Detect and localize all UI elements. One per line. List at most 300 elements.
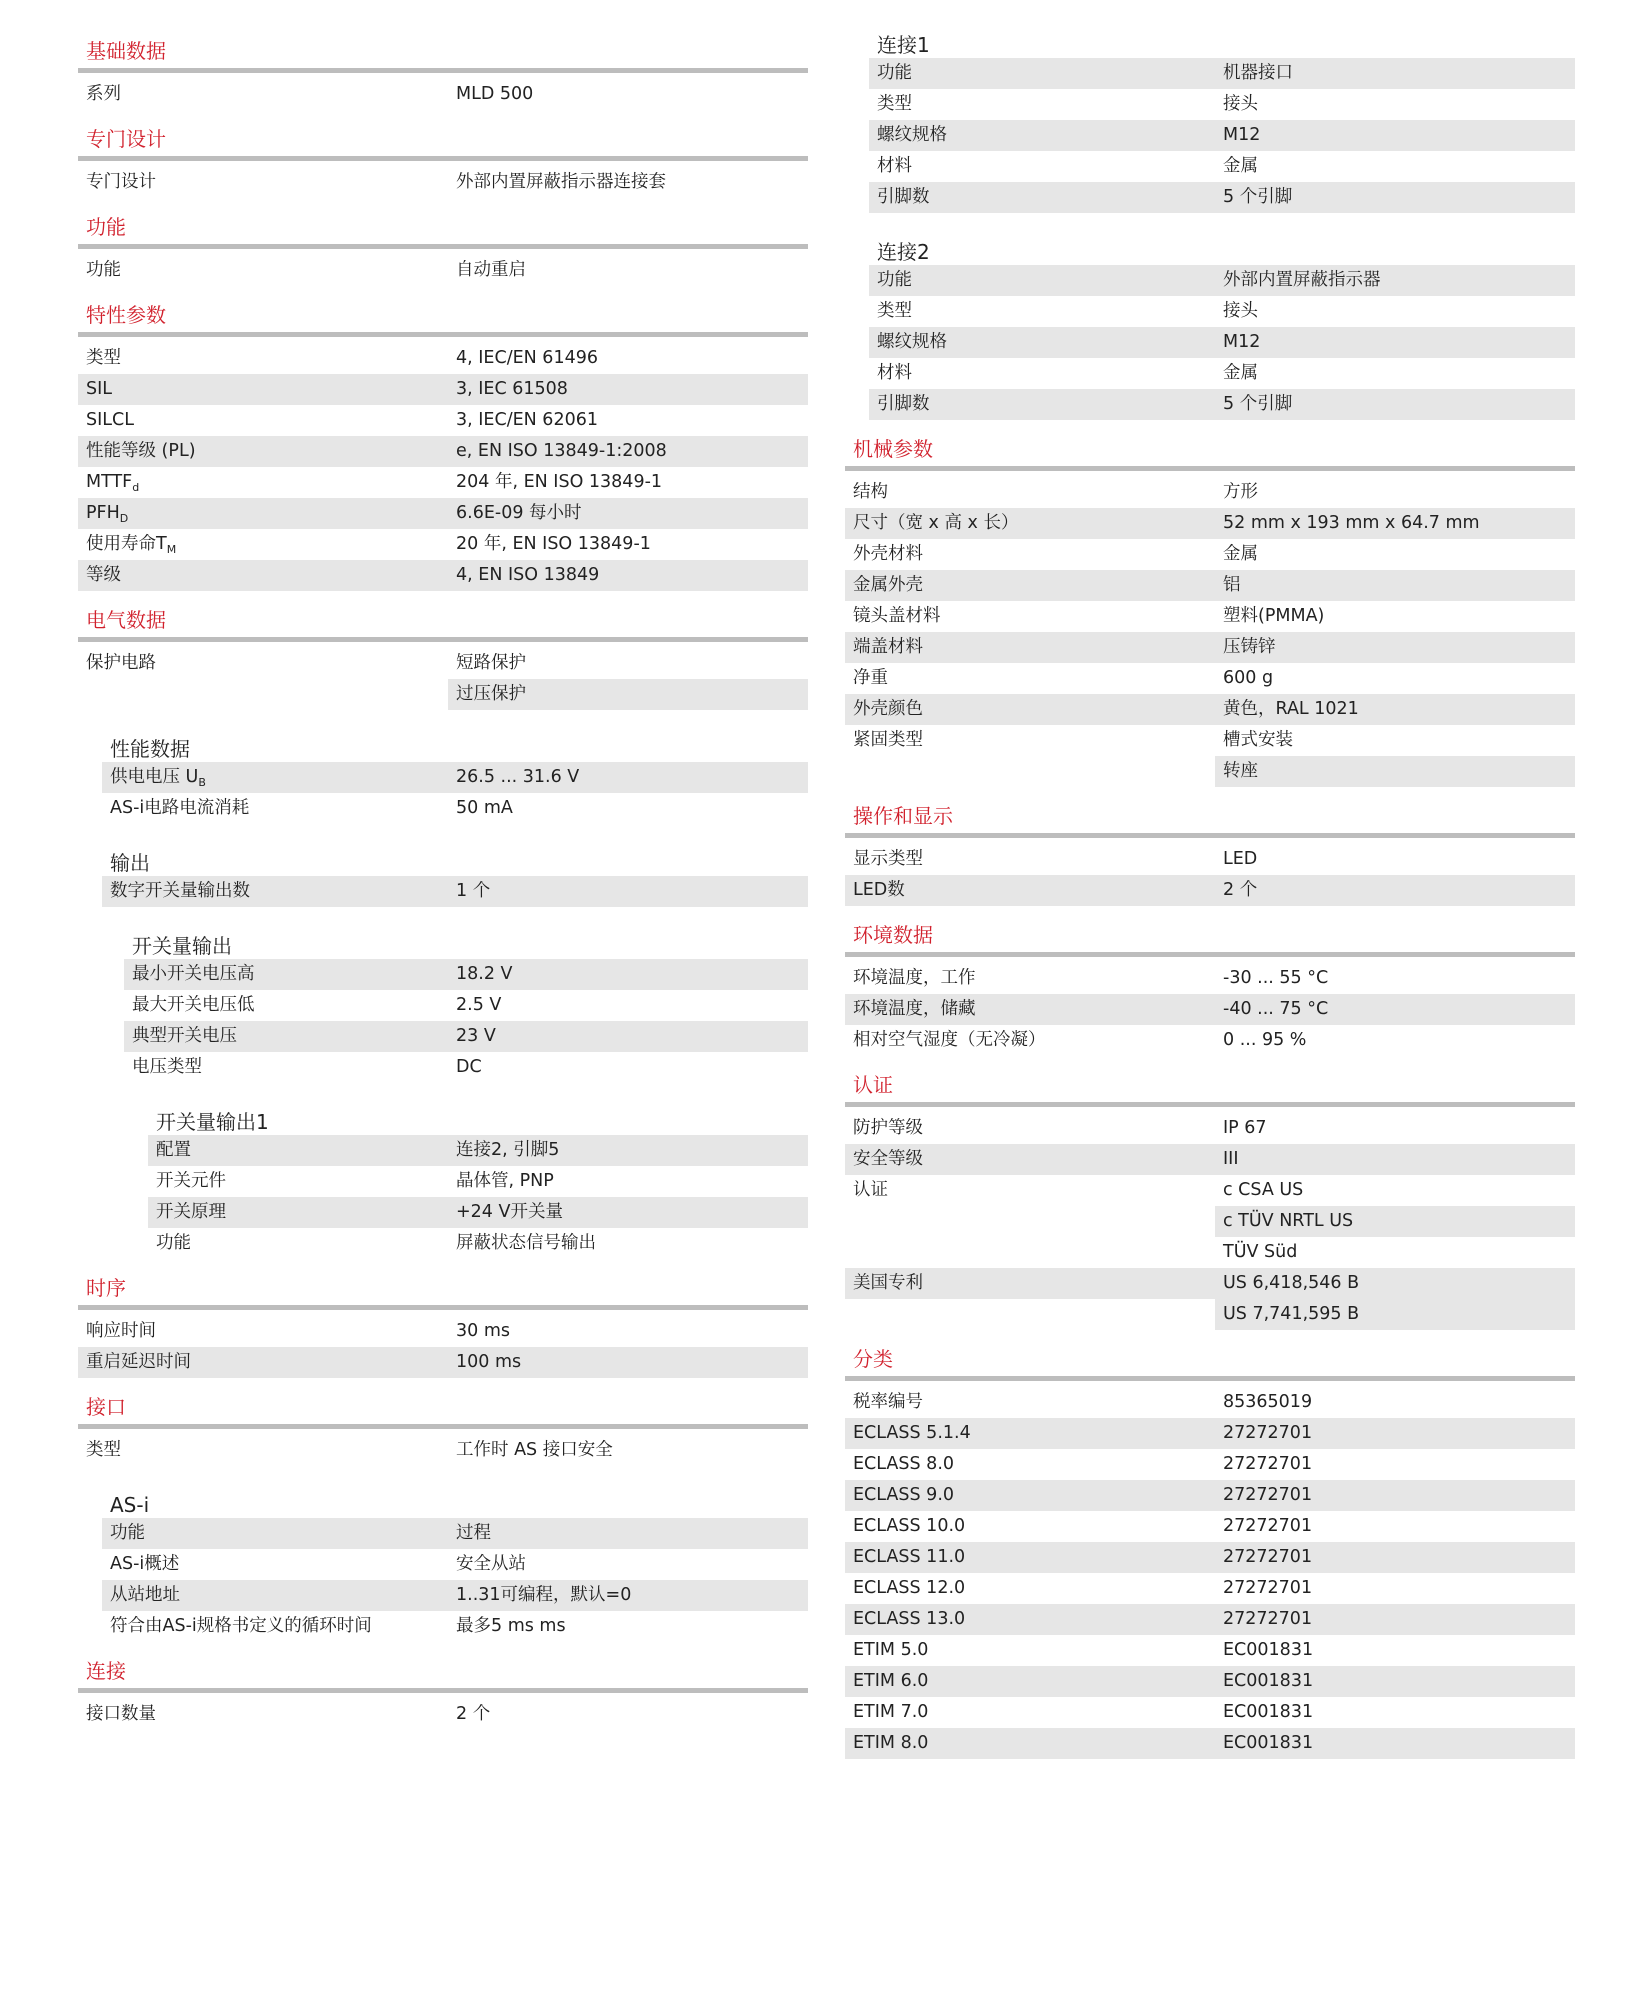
- table-row: [845, 1175, 1575, 1206]
- section-rule: [78, 244, 808, 249]
- row-value: 0 ... 95 %: [1223, 1030, 1307, 1050]
- row-value: IP 67: [1223, 1118, 1267, 1138]
- table-row: [845, 1511, 1575, 1542]
- table-row: [845, 875, 1575, 906]
- row-value: 27272701: [1223, 1454, 1313, 1474]
- section-title-certification: 认证: [853, 1073, 893, 1097]
- row-key: [845, 1144, 1215, 1175]
- row-key-text: 配置: [156, 1140, 191, 1160]
- row-value: 晶体管, PNP: [456, 1171, 554, 1191]
- table-row: [78, 167, 808, 198]
- table-row: [102, 1580, 808, 1611]
- row-key: [78, 167, 448, 198]
- row-key: [78, 1435, 448, 1466]
- row-key-text: 重启延迟时间: [86, 1352, 191, 1372]
- table-row: [845, 601, 1575, 632]
- row-key: [845, 601, 1215, 632]
- row-key-text: 环境温度，储藏: [853, 999, 976, 1019]
- row-key: [845, 1449, 1215, 1480]
- row-key-subscript: D: [119, 512, 129, 525]
- row-value: 自动重启: [456, 260, 526, 280]
- table-row: [845, 1604, 1575, 1635]
- table-row: [869, 151, 1575, 182]
- table-row: [78, 498, 808, 529]
- row-key: [78, 1699, 448, 1730]
- row-key: [869, 182, 1215, 213]
- row-key-text: 最小开关电压高: [132, 964, 255, 984]
- row-key-text: ETIM 6.0: [853, 1671, 929, 1691]
- table-row: [845, 570, 1575, 601]
- row-key: [869, 358, 1215, 389]
- table-row: [102, 1518, 808, 1549]
- row-key: [869, 389, 1215, 420]
- table-row: [78, 1316, 808, 1347]
- timing-rows: [78, 1316, 808, 1378]
- table-row: [845, 1697, 1575, 1728]
- asi-rows: [78, 1518, 808, 1642]
- output-rows: [78, 876, 808, 907]
- row-key: [869, 58, 1215, 89]
- row-value: -40 ... 75 °C: [1223, 999, 1329, 1019]
- row-key: [845, 1604, 1215, 1635]
- row-key-text: 材料: [877, 363, 912, 383]
- row-key-subscript: M: [166, 543, 177, 556]
- table-row: [845, 1113, 1575, 1144]
- row-value: 3, IEC 61508: [456, 379, 568, 399]
- row-value: 外部内置屏蔽指示器连接套: [456, 172, 666, 192]
- row-key: [845, 1113, 1215, 1144]
- row-key: [124, 990, 448, 1021]
- row-key: [102, 793, 448, 824]
- row-value: 2 个: [456, 1704, 491, 1724]
- row-key-text: ECLASS 11.0: [853, 1547, 966, 1567]
- row-key: [845, 1418, 1215, 1449]
- table-row: [124, 1052, 808, 1083]
- row-value: EC001831: [1223, 1671, 1314, 1691]
- table-row: [869, 182, 1575, 213]
- row-key: [845, 694, 1215, 725]
- table-row: [78, 255, 808, 286]
- section-title-timing: 时序: [86, 1276, 126, 1300]
- row-key-text: 符合由AS-i规格书定义的循环时间: [110, 1616, 372, 1636]
- row-key-text: 性能等级 (PL): [86, 441, 196, 461]
- row-key: [102, 876, 448, 907]
- section-title-operation: 操作和显示: [853, 804, 953, 828]
- row-value: c TÜV NRTL US: [1215, 1206, 1575, 1237]
- section-rule: [78, 1305, 808, 1310]
- switching-rows: [78, 959, 808, 1083]
- table-row: [845, 1635, 1575, 1666]
- row-value: US 7,741,595 B: [1215, 1299, 1575, 1330]
- row-key-text: 净重: [853, 668, 888, 688]
- table-row: [869, 327, 1575, 358]
- row-key: [148, 1228, 448, 1259]
- row-key-empty: [845, 1299, 1215, 1330]
- row-key-text: 功能: [877, 63, 912, 83]
- row-key: [78, 405, 448, 436]
- table-row: [845, 1480, 1575, 1511]
- section-title-environment: 环境数据: [853, 923, 933, 947]
- row-key-text: 开关原理: [156, 1202, 226, 1222]
- section-rule: [845, 1376, 1575, 1381]
- row-value: 屏蔽状态信号输出: [456, 1233, 596, 1253]
- row-key: [845, 1511, 1215, 1542]
- row-key-text: ETIM 7.0: [853, 1702, 929, 1722]
- row-key: [845, 875, 1215, 906]
- table-row: [102, 793, 808, 824]
- row-key-text: 相对空气湿度（无冷凝）: [853, 1030, 1046, 1050]
- row-key-text: 金属外壳: [853, 575, 923, 595]
- row-value: 黄色，RAL 1021: [1223, 699, 1359, 719]
- row-key-text: 环境温度，工作: [853, 968, 976, 988]
- table-row: [148, 1135, 808, 1166]
- row-key-text: 引脚数: [877, 187, 930, 207]
- section-title-electrical: 电气数据: [86, 608, 166, 632]
- row-value: 方形: [1223, 482, 1258, 502]
- row-key-text: PFH: [86, 503, 120, 523]
- table-row: [845, 1025, 1575, 1056]
- table-row: [869, 89, 1575, 120]
- row-value: 85365019: [1223, 1392, 1313, 1412]
- table-row: [845, 963, 1575, 994]
- row-key: [845, 1480, 1215, 1511]
- table-row: [845, 1728, 1575, 1759]
- table-row: [78, 79, 808, 110]
- row-key-text: 材料: [877, 156, 912, 176]
- row-value: 2 个: [1223, 880, 1258, 900]
- conn2-rows: [845, 265, 1575, 420]
- row-key: [78, 79, 448, 110]
- table-row: [845, 477, 1575, 508]
- row-value: +24 V开关量: [456, 1202, 563, 1222]
- row-value: 转座: [1215, 756, 1575, 787]
- table-row: [845, 994, 1575, 1025]
- table-row: [869, 120, 1575, 151]
- operation-rows: [845, 844, 1575, 906]
- row-key: [869, 120, 1215, 151]
- table-row: [78, 529, 808, 560]
- table-row: [124, 990, 808, 1021]
- row-value: c CSA US: [1223, 1180, 1304, 1200]
- row-key-text: 结构: [853, 482, 888, 502]
- row-key: [845, 1666, 1215, 1697]
- row-key-text: 引脚数: [877, 394, 930, 414]
- row-key: 保护电路: [86, 653, 156, 673]
- row-key-text: ETIM 5.0: [853, 1640, 929, 1660]
- row-key: [148, 1135, 448, 1166]
- subsection-title-output: 输出: [110, 851, 150, 875]
- table-row: [102, 876, 808, 907]
- row-key: [845, 539, 1215, 570]
- row-key-text: 防护等级: [853, 1118, 923, 1138]
- section-rule: [845, 1102, 1575, 1107]
- table-row: [845, 1144, 1575, 1175]
- row-value: 短路保护: [456, 653, 526, 673]
- interface-rows: [78, 1435, 808, 1466]
- row-value: 4, IEC/EN 61496: [456, 348, 598, 368]
- row-key: [845, 632, 1215, 663]
- section-rule: [78, 68, 808, 73]
- row-key-text: 功能: [86, 260, 121, 280]
- row-value: 52 mm x 193 mm x 64.7 mm: [1223, 513, 1480, 533]
- row-value: 20 年, EN ISO 13849-1: [456, 534, 651, 554]
- row-key-text: ECLASS 10.0: [853, 1516, 966, 1536]
- table-row: [78, 1699, 808, 1730]
- row-key-text: 使用寿命T: [86, 534, 167, 554]
- row-value: US 6,418,546 B: [1223, 1273, 1360, 1293]
- row-key-text: 最大开关电压低: [132, 995, 255, 1015]
- row-key: [869, 89, 1215, 120]
- row-value: 2.5 V: [456, 995, 502, 1015]
- row-value: 1 个: [456, 881, 491, 901]
- table-row: [148, 1166, 808, 1197]
- row-key: [78, 255, 448, 286]
- row-key: [869, 265, 1215, 296]
- row-key-text: 紧固类型: [853, 730, 923, 750]
- conn1-rows: [845, 58, 1575, 213]
- row-key-text: ECLASS 9.0: [853, 1485, 955, 1505]
- row-value: 27272701: [1223, 1547, 1313, 1567]
- row-key: [102, 762, 448, 793]
- section-title-classification: 分类: [853, 1347, 893, 1371]
- table-row: [845, 508, 1575, 539]
- certification-rows: [845, 1113, 1575, 1175]
- row-value: 过压保护: [448, 679, 808, 710]
- table-row: [124, 959, 808, 990]
- row-key: [845, 1387, 1215, 1418]
- row-key-text: ECLASS 5.1.4: [853, 1423, 971, 1443]
- design-rows: [78, 167, 808, 198]
- row-key: [845, 1025, 1215, 1056]
- row-key: [845, 1573, 1215, 1604]
- row-key-text: 接口数量: [86, 1704, 156, 1724]
- table-row: [148, 1197, 808, 1228]
- row-value: 外部内置屏蔽指示器: [1223, 270, 1381, 290]
- section-rule: [78, 332, 808, 337]
- table-row: [845, 725, 1575, 756]
- row-key: [845, 1635, 1215, 1666]
- row-key: [845, 663, 1215, 694]
- row-key-text: 类型: [877, 301, 912, 321]
- row-key-text: ECLASS 8.0: [853, 1454, 955, 1474]
- row-key-text: 安全等级: [853, 1149, 923, 1169]
- row-value: 金属: [1223, 544, 1258, 564]
- row-value: 最多5 ms ms: [456, 1616, 566, 1636]
- row-value: MLD 500: [456, 84, 534, 104]
- classification-rows: [845, 1387, 1575, 1759]
- row-key-text: 税率编号: [853, 1392, 923, 1412]
- connection-rows: [78, 1699, 808, 1730]
- row-value: III: [1223, 1149, 1239, 1169]
- row-key: [845, 844, 1215, 875]
- row-value: 18.2 V: [456, 964, 513, 984]
- row-key-text: 供电电压 U: [110, 767, 199, 787]
- row-key-text: 螺纹规格: [877, 125, 947, 145]
- row-value: 26.5 ... 31.6 V: [456, 767, 580, 787]
- row-value: 塑料(PMMA): [1223, 606, 1325, 626]
- row-key: [869, 327, 1215, 358]
- table-row: [869, 58, 1575, 89]
- table-row: [78, 1435, 808, 1466]
- subsection-title-switching: 开关量输出: [132, 934, 232, 958]
- row-key-text: 系列: [86, 84, 121, 104]
- row-key: [845, 508, 1215, 539]
- row-key-empty: [845, 756, 1215, 787]
- section-title-basic: 基础数据: [86, 39, 166, 63]
- row-value: 27272701: [1223, 1423, 1313, 1443]
- row-key-text: 功能: [110, 1523, 145, 1543]
- row-key-text: MTTF: [86, 472, 133, 492]
- row-key: [845, 477, 1215, 508]
- row-value: DC: [456, 1057, 482, 1077]
- table-row: [845, 1449, 1575, 1480]
- row-value: 1..31可编程，默认=0: [456, 1585, 632, 1605]
- row-value: 27272701: [1223, 1578, 1313, 1598]
- table-row: [845, 632, 1575, 663]
- section-title-design: 专门设计: [86, 127, 166, 151]
- row-key-text: ETIM 8.0: [853, 1733, 929, 1753]
- table-row: [869, 296, 1575, 327]
- table-row: [845, 1387, 1575, 1418]
- section-title-function: 功能: [86, 215, 126, 239]
- row-value: 接头: [1223, 94, 1258, 114]
- row-key-text: 类型: [86, 348, 121, 368]
- row-key: [845, 1542, 1215, 1573]
- environment-rows: [845, 963, 1575, 1056]
- section-rule: [78, 1424, 808, 1429]
- row-value: M12: [1223, 125, 1261, 145]
- subsection-title-switching1: 开关量输出1: [156, 1110, 269, 1134]
- row-value: 600 g: [1223, 668, 1274, 688]
- row-key-text: 类型: [877, 94, 912, 114]
- row-value: 工作时 AS 接口安全: [456, 1440, 613, 1460]
- section-title-interface: 接口: [86, 1395, 126, 1419]
- table-row: [845, 1418, 1575, 1449]
- table-row: [102, 1611, 808, 1642]
- subsection-title-performance: 性能数据: [110, 737, 190, 761]
- row-value: 23 V: [456, 1026, 496, 1046]
- table-row: [845, 756, 1575, 787]
- row-key: [845, 994, 1215, 1025]
- row-value: EC001831: [1223, 1640, 1314, 1660]
- row-key-text: 功能: [156, 1233, 191, 1253]
- row-key: [78, 436, 448, 467]
- table-row: [78, 560, 808, 591]
- table-row: [102, 1549, 808, 1580]
- table-row: [78, 679, 808, 710]
- row-value: EC001831: [1223, 1733, 1314, 1753]
- table-row: [869, 389, 1575, 420]
- row-key: [78, 374, 448, 405]
- row-value: 压铸锌: [1223, 637, 1276, 657]
- row-value: e, EN ISO 13849-1:2008: [456, 441, 667, 461]
- row-key: [148, 1166, 448, 1197]
- row-key-subscript: B: [198, 776, 206, 789]
- row-key: [78, 467, 448, 498]
- row-key-text: 类型: [86, 1440, 121, 1460]
- row-key-text: 等级: [86, 565, 121, 585]
- table-row: [845, 539, 1575, 570]
- row-key: [845, 1728, 1215, 1759]
- row-key-text: AS-i电路电流消耗: [110, 798, 250, 818]
- table-row: [845, 694, 1575, 725]
- row-key: [78, 1316, 448, 1347]
- row-key: [102, 1549, 448, 1580]
- section-rule: [845, 833, 1575, 838]
- section-title-connection: 连接: [86, 1659, 126, 1683]
- row-key: [148, 1197, 448, 1228]
- row-key-subscript: d: [132, 481, 140, 494]
- row-key-text: 尺寸（宽 x 高 x 长）: [853, 513, 1019, 533]
- characteristics-rows: [78, 343, 808, 591]
- row-key: [78, 498, 448, 529]
- row-key-text: 电压类型: [132, 1057, 202, 1077]
- row-value: 金属: [1223, 363, 1258, 383]
- right-column: [845, 28, 1575, 1759]
- table-row: [845, 1542, 1575, 1573]
- row-value: -30 ... 55 °C: [1223, 968, 1329, 988]
- row-key-text: 螺纹规格: [877, 332, 947, 352]
- row-value: TÜV Süd: [1223, 1242, 1298, 1262]
- row-value: 27272701: [1223, 1609, 1313, 1629]
- table-row: [845, 844, 1575, 875]
- subsection-title-conn1: 连接1: [877, 33, 930, 57]
- table-row: [845, 663, 1575, 694]
- row-value: 30 ms: [456, 1321, 510, 1341]
- table-row: [102, 762, 808, 793]
- row-value: 204 年, EN ISO 13849-1: [456, 472, 663, 492]
- row-value: 机器接口: [1223, 63, 1293, 83]
- subsection-title-asi: AS-i: [110, 1493, 150, 1517]
- row-value: 槽式安装: [1223, 730, 1293, 750]
- row-key-text: AS-i概述: [110, 1554, 180, 1574]
- table-row: [869, 265, 1575, 296]
- row-key: [78, 529, 448, 560]
- row-key-text: SILCL: [86, 410, 134, 430]
- row-key-empty: [78, 679, 448, 710]
- left-column: [78, 28, 808, 1730]
- row-key: [845, 725, 1215, 756]
- table-row: [78, 374, 808, 405]
- row-key: [124, 1021, 448, 1052]
- row-key: [78, 1347, 448, 1378]
- function-rows: [78, 255, 808, 286]
- row-key: [845, 570, 1215, 601]
- table-row: [78, 467, 808, 498]
- row-key: [845, 963, 1215, 994]
- table-row: [845, 1237, 1575, 1268]
- switching1-rows: [78, 1135, 808, 1259]
- section-rule: [845, 952, 1575, 957]
- row-value: 50 mA: [456, 798, 513, 818]
- row-value: EC001831: [1223, 1702, 1314, 1722]
- row-key: [124, 959, 448, 990]
- row-key: [78, 560, 448, 591]
- row-key-empty: [845, 1206, 1215, 1237]
- table-row: [124, 1021, 808, 1052]
- row-key-text: 显示类型: [853, 849, 923, 869]
- row-key: [869, 296, 1215, 327]
- table-row: [845, 1299, 1575, 1330]
- row-key-text: 外壳材料: [853, 544, 923, 564]
- table-row: [148, 1228, 808, 1259]
- table-row: [78, 436, 808, 467]
- row-key: 美国专利: [853, 1273, 923, 1293]
- table-row: [78, 343, 808, 374]
- row-key-text: SIL: [86, 379, 113, 399]
- row-value: 过程: [456, 1523, 491, 1543]
- row-key-text: 外壳颜色: [853, 699, 923, 719]
